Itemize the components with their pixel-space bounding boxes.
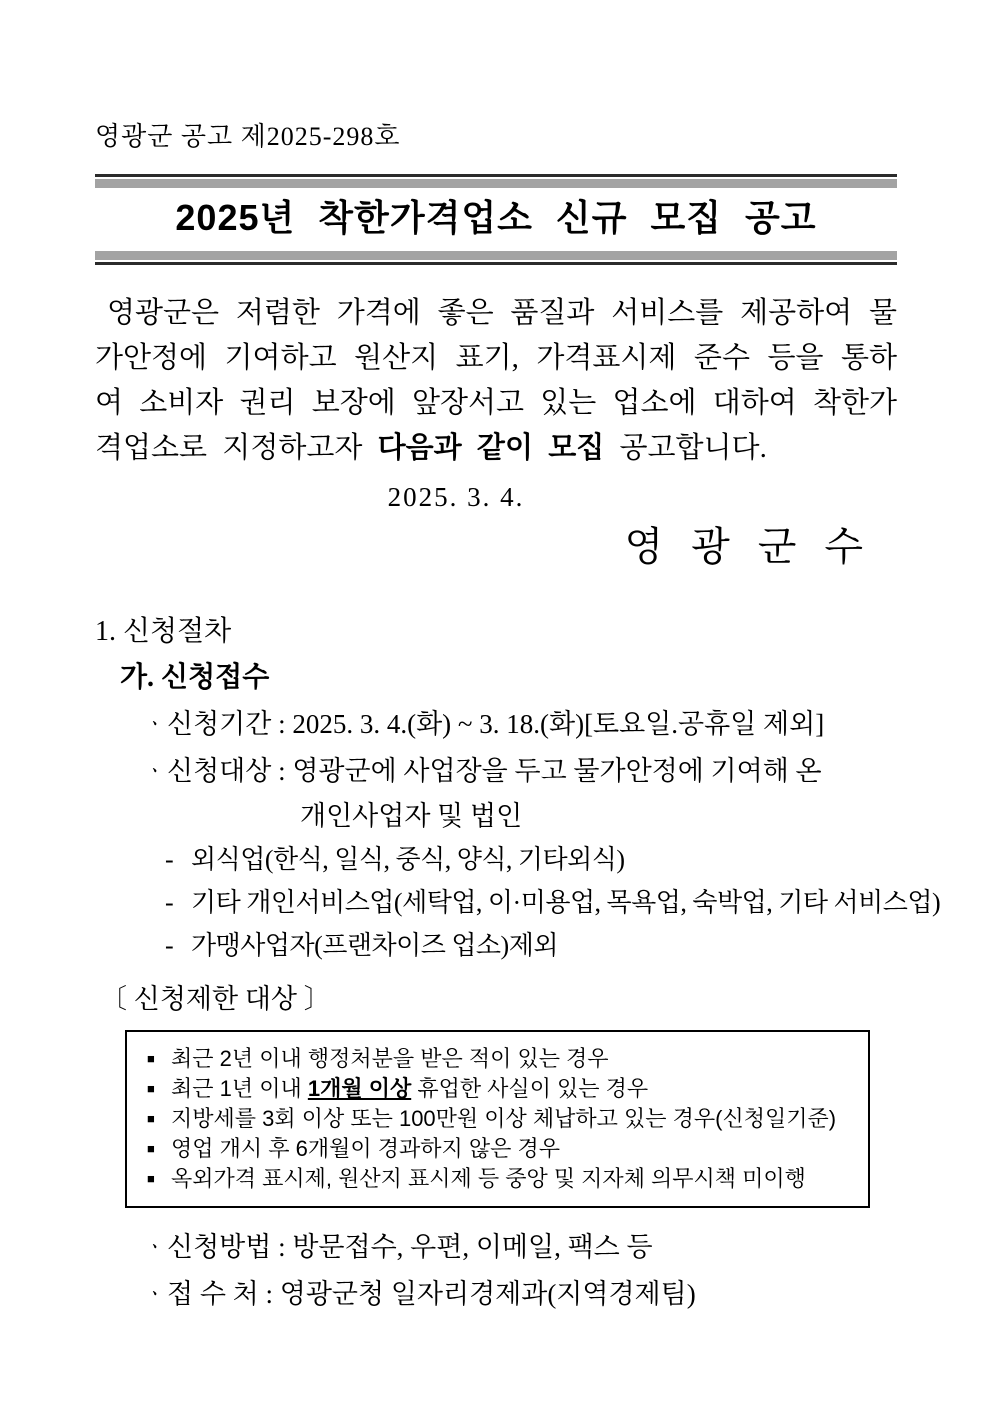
restriction-item <box>147 1074 850 1104</box>
bullet-application-period <box>145 705 897 744</box>
notice-number: 영광군 공고 제2025-298호 <box>95 122 401 151</box>
banner-top-gray-rule <box>95 179 897 188</box>
signer-title: 영 광 군 수 <box>624 524 872 569</box>
bullet-icon: ㆍ <box>145 714 165 736</box>
restriction-text-emphasis: 1개월 이상 <box>307 1076 412 1101</box>
title-banner <box>95 174 897 265</box>
receipt-office-text: 접 수 처 : 영광군청 일자리경제과(지역경제팀) <box>167 1279 696 1309</box>
restriction-text: 영업 개시 후 6개월이 경과하지 않은 경우 <box>171 1136 560 1161</box>
intro-paragraph <box>95 291 897 471</box>
intro-text-post: 공고합니다. <box>604 432 767 464</box>
announcement-date: 2025. 3. 4. <box>387 482 525 512</box>
dash-item-restaurant <box>165 842 897 878</box>
subsection-heading-receipt: 가. 신청접수 <box>120 662 270 693</box>
bullet-application-target <box>145 752 897 791</box>
bullet-icon: ㆍ <box>145 1284 165 1306</box>
restriction-item <box>147 1104 850 1134</box>
application-method-text: 신청방법 : 방문접수, 우편, 이메일, 팩스 등 <box>167 1232 653 1262</box>
restriction-text: 최근 2년 이내 행정처분을 받은 적이 있는 경우 <box>171 1046 609 1071</box>
banner-bottom-dark-rule <box>95 262 897 265</box>
restriction-item <box>147 1044 850 1074</box>
square-bullet-icon: ■ <box>147 1171 155 1186</box>
bullet-icon: ㆍ <box>145 761 165 783</box>
restriction-text: 옥외가격 표시제, 원산지 표시제 등 중앙 및 지자체 의무시책 미이행 <box>171 1166 806 1191</box>
square-bullet-icon: ■ <box>147 1111 155 1126</box>
intro-text-pre: 영광군은 저렴한 가격에 좋은 품질과 서비스를 제공하여 물가안정에 기여하고 원산지 표기, 가격표시제 준수 등을 통하여 소비자 권리 보장에 앞장서고 있는 업소에 대하여 착한가격업소로 지정하고자 <box>95 297 897 464</box>
application-target-text: 신청대상 : 영광군에 사업장을 두고 물가안정에 기여해 온 <box>167 756 822 786</box>
banner-bottom-gray-rule <box>95 251 897 260</box>
intro-text-emphasis: 다음과 같이 모집 <box>377 432 605 464</box>
dash-item-personal-services <box>165 885 941 921</box>
square-bullet-icon: ■ <box>147 1051 155 1066</box>
dash-icon: - <box>165 888 174 917</box>
square-bullet-icon: ■ <box>147 1141 155 1156</box>
restriction-item <box>147 1134 850 1164</box>
dash-item-text: 외식업(한식, 일식, 중식, 양식, 기타외식) <box>191 845 625 874</box>
restriction-section-title: 〔 신청제한 대상 〕 <box>100 984 331 1014</box>
dash-item-franchise-excluded <box>165 928 897 964</box>
restriction-text-post: 휴업한 사실이 있는 경우 <box>411 1076 649 1101</box>
dash-item-text: 가맹사업자(프랜차이즈 업소)제외 <box>191 931 558 960</box>
bullet-application-method <box>145 1228 897 1267</box>
restriction-box <box>125 1030 870 1208</box>
section-heading-procedure: 1. 신청절차 <box>95 616 232 647</box>
page-title: 2025년 착한가격업소 신규 모집 공고 <box>175 197 817 238</box>
restriction-item <box>147 1164 850 1194</box>
dash-item-text: 기타 개인서비스업(세탁업, 이·미용업, 목욕업, 숙박업, 기타 서비스업) <box>191 888 941 917</box>
restriction-text: 지방세를 3회 이상 또는 100만원 이상 체납하고 있는 경우(신청일기준) <box>171 1106 837 1131</box>
bullet-receipt-office <box>145 1275 897 1314</box>
application-target-continuation: 개인사업자 및 법인 <box>300 801 523 831</box>
square-bullet-icon: ■ <box>147 1081 155 1096</box>
dash-icon: - <box>165 845 174 874</box>
application-period-text: 신청기간 : 2025. 3. 4.(화) ~ 3. 18.(화)[토요일.공휴일 제외] <box>167 709 825 739</box>
dash-icon: - <box>165 931 174 960</box>
restriction-text: 최근 1년 이내 <box>171 1076 308 1101</box>
bullet-icon: ㆍ <box>145 1237 165 1259</box>
